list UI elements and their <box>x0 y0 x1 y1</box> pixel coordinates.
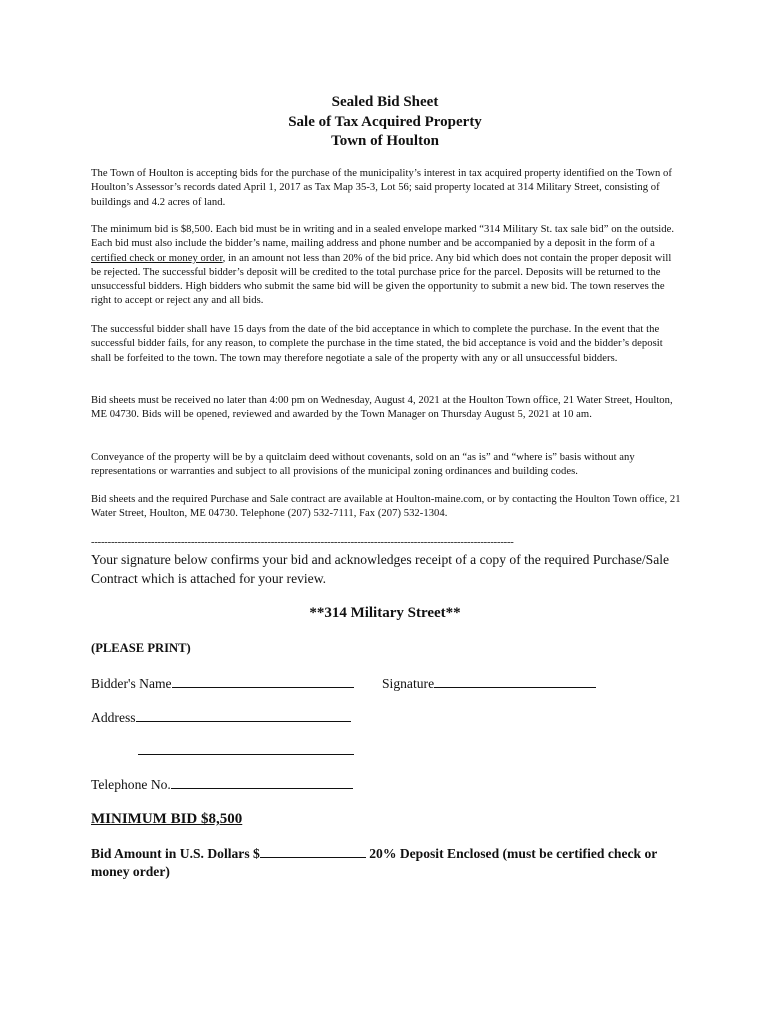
paragraph-minimum-bid-text-1: The minimum bid is $8,500. Each bid must be in writing and in a sealed envelope marked “314 Military St. tax sale bid” on the outside. Each bid must also include the bidder’s name, mailing address and phone number and be accompanied by a deposit in the form of a <box>91 224 675 250</box>
paragraph-deadline: Bid sheets must be received no later than 4:00 pm on Wednesday, August 4, 2021 at the Houlton Town office, 21 Water Street, Houlton, ME 04730. Bids will be opened, reviewed and awarded by the Town Manager on Thursday August 5, 2021 at 10 am. <box>91 395 673 421</box>
telephone-field <box>91 776 353 793</box>
minimum-bid-heading: MINIMUM BID $8,500 <box>91 811 243 827</box>
please-print-label: (PLEASE PRINT) <box>91 641 191 655</box>
deposit-note: 20% Deposit Enclosed (must be certified check or money order) <box>91 846 658 879</box>
paragraph-successful-bidder: The successful bidder shall have 15 days from the date of the bid acceptance in which to complete the purchase. In the event that the successful bidder fails, for any reason, to complete the purchase in the time stated, the bid acceptance is void and the bidder’s deposit shall be forfeited to the town. The town may therefore negotiate a sale of the property with any or all unsuccessful bidders. <box>91 324 663 364</box>
separator-line: ------------------------------------------------------------------------------------------------------------------------------- <box>91 537 514 548</box>
document-title <box>0 93 770 152</box>
certified-check-underlined: certified check or money order <box>91 252 223 264</box>
address-field <box>91 709 351 726</box>
title-line-1: Sealed Bid Sheet <box>331 94 439 110</box>
title-line-2: Sale of Tax Acquired Property <box>288 113 482 130</box>
title-line-3: Town of Houlton <box>331 133 439 149</box>
address-second-line-field <box>138 742 354 759</box>
paragraph-intro: The Town of Houlton is accepting bids for the purchase of the municipality’s interest in tax acquired property identified on the Town of Houlton’s Assessor’s records dated April 1, 2017 as Tax Map 35-3, Lot 56; said property located at 314 Military Street, consisting of buildings and 4.2 acres of land. <box>91 168 672 208</box>
signature-input-line[interactable] <box>434 675 596 688</box>
signature-field <box>382 675 596 692</box>
bid-amount-field <box>91 845 691 881</box>
property-heading: **314 Military Street** <box>309 605 461 621</box>
address-second-input-line[interactable] <box>138 742 354 755</box>
address-label: Address <box>91 710 136 725</box>
signature-label: Signature <box>382 676 435 691</box>
telephone-input-line[interactable] <box>171 776 353 789</box>
address-input-line[interactable] <box>136 709 351 722</box>
paragraph-minimum-bid-text-2: , in an amount not less than 20% of the bid price. Any bid which does not contain the proper deposit will be rejected. The successful bidder’s deposit will be credited to the total purchase price for the parcel. Deposits will be returned to the unsuccessful bidders. High bidders who submit the same bid will be given the opportunity to submit a new bid. The town reserves the right to accept or reject any and all bids. <box>91 252 672 307</box>
paragraph-contact: Bid sheets and the required Purchase and Sale contract are available at Houlton-maine.com, or by contacting the Houlton Town office, 21 Water Street, Houlton, ME 04730. Telephone (207) 532-7111, Fax (207) 532-1304. <box>91 494 681 520</box>
bidder-name-field <box>91 675 354 692</box>
bidder-name-input-line[interactable] <box>172 675 354 688</box>
bid-amount-input-line[interactable] <box>260 845 366 858</box>
paragraph-conveyance: Conveyance of the property will be by a quitclaim deed without covenants, sold on an “as is” and “where is” basis without any representations or warranties and subject to all provisions of the municipal zoning ordinances and building codes. <box>91 452 635 478</box>
paragraph-minimum-bid <box>91 223 684 309</box>
confirmation-text: Your signature below confirms your bid and acknowledges receipt of a copy of the required Purchase/Sale Contract which is attached for your review. <box>91 552 670 586</box>
telephone-label: Telephone No. <box>91 777 171 792</box>
bidder-name-label: Bidder's Name <box>91 676 172 691</box>
bid-amount-label: Bid Amount in U.S. Dollars $ <box>91 846 260 861</box>
